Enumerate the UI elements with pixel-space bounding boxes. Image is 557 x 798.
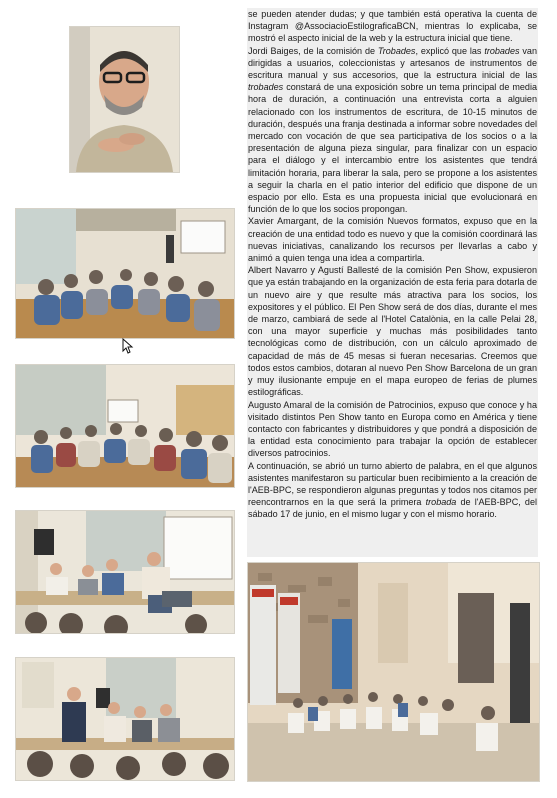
panel-table-image <box>16 511 234 633</box>
article-paragraph <box>247 460 538 521</box>
meeting-room-image-1 <box>16 209 234 338</box>
italic-term: trobades <box>484 45 520 56</box>
italic-term: trobades <box>248 82 284 93</box>
article-paragraph <box>247 264 538 398</box>
text-run: Xavier Amargant, de la comisión Nuevos formatos, expuso que en la creación de una entidad todo es nuevo y que la comisión coordinará las nuevas iniciativas, canalizando los recursos per llevarlas a cabo y animó a quien tenga una idea a compartirla. <box>248 216 537 264</box>
italic-term: trobada <box>425 497 457 508</box>
meeting-room-image-2 <box>16 365 234 487</box>
article-paragraph <box>247 215 538 264</box>
panel-table-photo <box>15 510 235 634</box>
article-paragraph <box>247 399 538 460</box>
portrait-photo <box>69 26 180 173</box>
courtyard-image <box>248 563 539 781</box>
meeting-room-photo-2 <box>15 364 235 488</box>
text-run: Albert Navarro y Agustí Ballesté de la comisión Pen Show, expusieron que ya están trabajando en la organización de esta feria para dotarla de un nuevo aire y que resulte más atractiva para los socios, los expositores y el público. El Pen Show será de dos días, durante el mes de marzo, cambiará de sede al l'Hotel Catalònia, en la calle Pelai 28, con una mayor superficie y muchas más posibilidades tanto tecnológicas como de distribución, con un cálculo aproximado de capacidad de más de 45 mesas si fueran necesarias. Creemos que todos estos cambios, dotaran al nuevo Pen Show Barcelona de un gran y muy ilusionante empuje en el mapa europeo de ferias de plumes estilográficas. <box>248 265 537 398</box>
courtyard-photo <box>247 562 540 782</box>
text-run: Jordi Baiges, de la comisión de <box>248 45 378 56</box>
text-run: A continuación, se abrió un turno abierto de palabra, en el que algunos asistentes manifestaron su particular buen recibimiento a la creación de l'AEB-BPC, se respondieron algunas preguntas y todos nos citamos per reencontrarnos en la que será la primera <box>248 460 537 508</box>
portrait-image <box>70 27 179 172</box>
text-run: van dirigidas a usuarios, coleccionistas y artesanos de instrumentos de escritura manual y sus accesorios, que la estructura inicial de las <box>248 45 537 81</box>
article-paragraph <box>247 45 538 216</box>
text-run: , explicó que las <box>415 45 485 56</box>
text-run: constará de una exposición sobre un tema principal de media hora de duración, a continuación una entrevista corta a alguien relacionado con los instrumentos de escritura, de 10-15 minutos de duración, después una franja destinada a informar sobre novedades del mercado con vocación de que sea participativa de los socios o a la presentación de alguna pieza singular, para finalizar con un espacio para el diálogo y el intercambio entre los asistentes que tendrá limitación horaria, para liberar la sala, pero se propone a los asistentes a seguir la charla en el patio interior del edificio que dispone de un espacio por ello. Esta es una propuesta inicial que evolucionará en función de lo que los socios propongan. <box>248 82 537 215</box>
article-paragraph <box>247 8 538 45</box>
text-run: Augusto Amaral de la comisión de Patrocinios, expuso que conoce y ha visitado distintos Pen Show tanto en Europa como en América y tiene contacto con fabricantes y distribuidores y que pondrá a disposición de la entidad esta conocimiento para trabajar la opción de establecer diversos patrocinios. <box>248 399 537 459</box>
panel-table-image-2 <box>16 658 234 780</box>
text-run: de l'AEB-BPC, del sábado 17 de junio, en el mismo lugar y con el mismo horario. <box>248 497 537 520</box>
panel-table-photo-2 <box>15 657 235 781</box>
text-run: se pueden atender dudas; y que también está operativa la cuenta de Instagram @AssociacioEstilograficaBCN, mientras lo explicaba, se mostró el aspecto inicial de la web y la estructura inicial que tiene. <box>248 9 537 44</box>
meeting-room-photo-1 <box>15 208 235 339</box>
mouse-pointer-icon <box>122 338 134 354</box>
italic-term: Trobades <box>377 45 416 56</box>
article-text-column <box>247 8 538 557</box>
